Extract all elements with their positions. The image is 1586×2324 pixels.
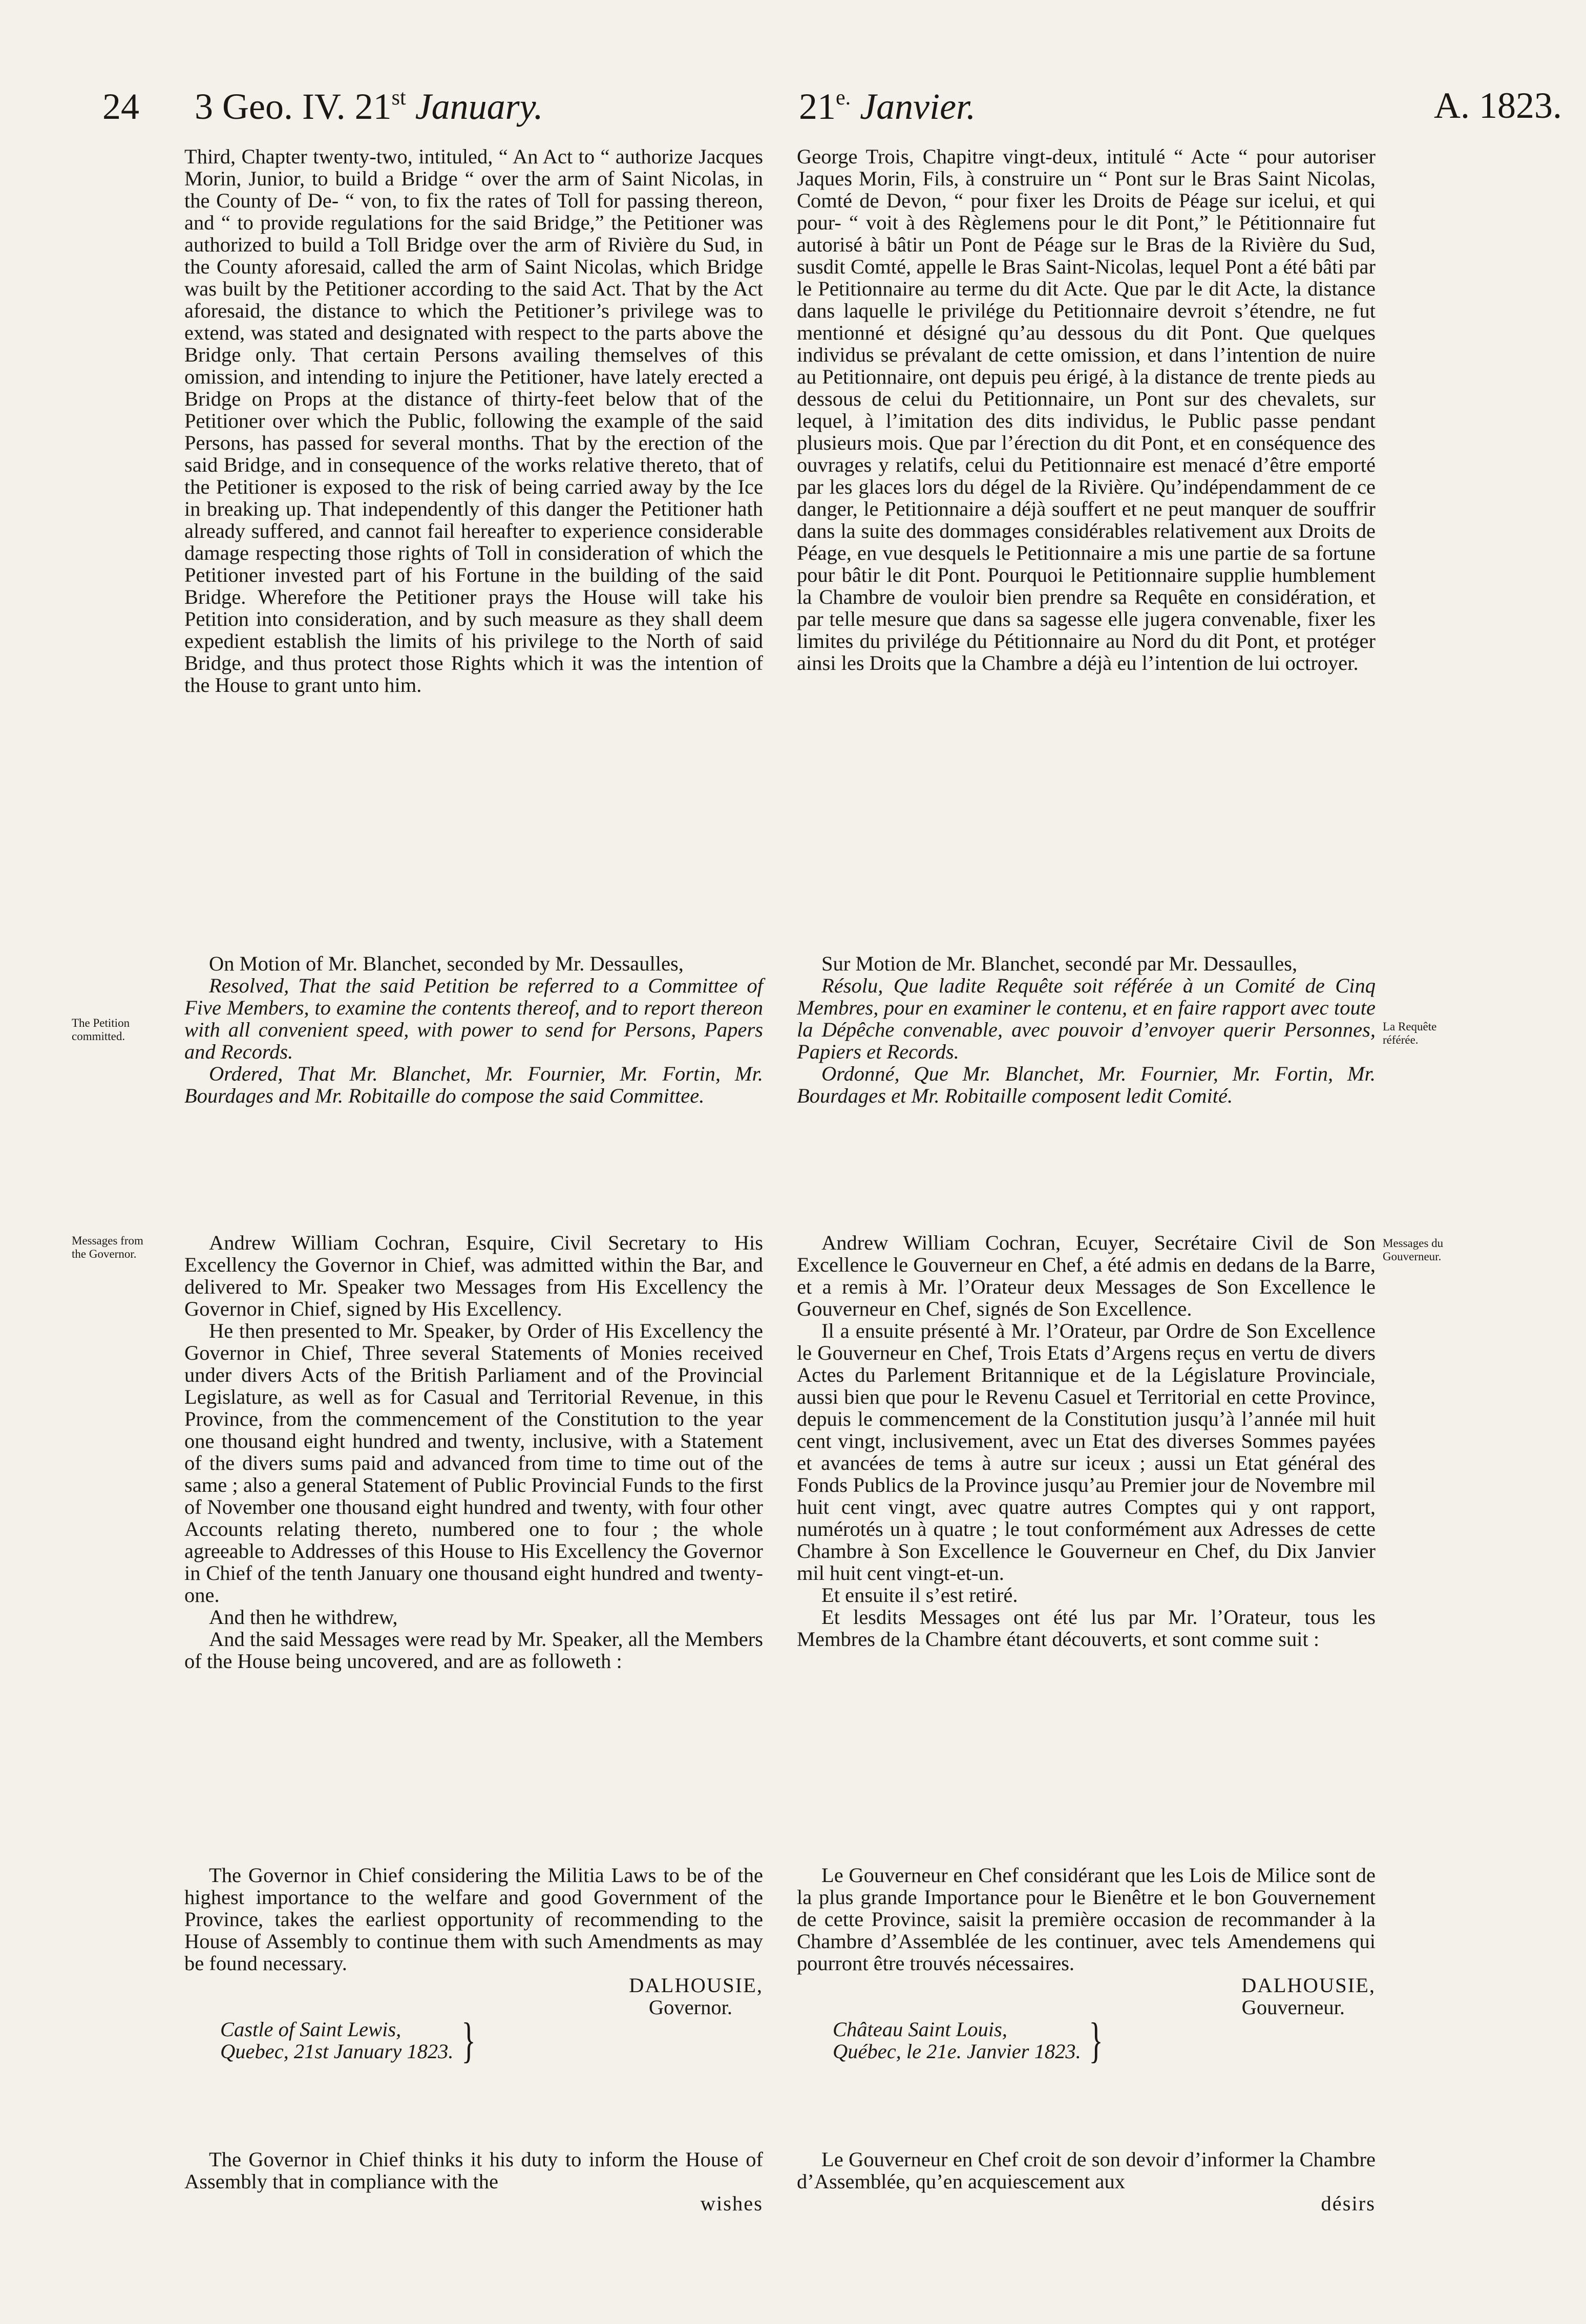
place-date-block [220,2013,763,2067]
messages-read-text: And the said Messages were read by Mr. Speaker, all the Members of the House being uncovered, and are as followeth : [184,1628,763,1673]
brace-icon: } [1088,2013,1103,2067]
resolution-text-fr: Résolu, Que ladite Requête soit référée à un Comité de Cinq Membres, pour en examiner le contenu, et en faire rapport avec toute la Dépêche convenable, avec pouvoir d’envoyer querir Personnes, Papiers et Records. [797,974,1376,1063]
order-text: Ordered, That Mr. Blanchet, Mr. Fournier, Mr. Fortin, Mr. Bourdages and Mr. Robitaille do compose the said Committee. [184,1062,763,1107]
resolution-text: Resolved, That the said Petition be referred to a Committee of Five Members, to examine the contents thereof, and to report thereon with all convenient speed, with power to send for Persons, Papers and Records. [184,974,763,1063]
english-column [184,145,763,696]
secretary-text-fr: Andrew William Cochran, Ecuyer, Secrétaire Civil de Son Excellence le Gouverneur en Chef, a été admis en dedans de la Barre, et a remis à Mr. l’Orateur deux Messages de Son Excellence le Gouverneur en Chef, signés de Son Excellence. [797,1231,1376,1320]
margin-note-petition-committed: The Petition committed. [72,1017,130,1043]
french-column-motion [797,953,1376,1107]
page-number: 24 [102,86,139,127]
motion-text: On Motion of Mr. Blanchet, seconded by Mr. Dessaulles, [209,952,684,975]
withdrew-text-fr: Et ensuite il s’est retiré. [821,1583,1018,1607]
margin-note-messages-gouverneur: Messages du Gouverneur. [1383,1237,1444,1263]
date-line-fr: Québec, le 21e. Janvier 1823. [833,2040,1081,2063]
signature-title: Governor. [648,1996,732,2019]
messages-read-text-fr: Et lesdits Messages ont été lus par Mr. l’Orateur, tous les Membres de la Chambre étant découverts, et sont comme suit : [797,1605,1376,1651]
english-column-motion [184,953,763,1107]
place-line: Castle of Saint Lewis, [220,2018,401,2041]
header-month-fr: Janvier. [860,86,976,127]
signature-title-fr: Gouverneur. [1241,1996,1345,2019]
petition-text: Third, Chapter twenty-two, intituled, “ An Act to “ authorize Jacques Morin, Junior, to build a Bridge “ over the arm of Saint Nicolas, in the County of De- “ von, to fix the rates of Toll for passing thereon, and “ to provide regulations for the said Bridge,” the Petitioner was authorized to build a Toll Bridge over the arm of Rivière du Sud, in the County aforesaid, called the arm of Saint Nicolas, which Bridge was built by the Petitioner according to the said Act. That by the Act aforesaid, the distance to which the Petitioner’s privilege was to extend, was stated and designated with respect to the parts above the Bridge only. That certain Persons availing themselves of this omission, and intending to injure the Petitioner, have lately erected a Bridge on Props at the distance of thirty-feet below that of the Petitioner over which the Public, following the example of the said Persons, has passed for several months. That by the erection of the said Bridge, and in consequence of the works relative thereto, that of the Petitioner is exposed to the risk of being carried away by the Ice in breaking up. That independently of this danger the Petitioner hath already suffered, and cannot fail hereafter to experience considerable damage respecting those rights of Toll in consideration of which the Petitioner invested part of his Fortune in the building of the said Bridge. Wherefore the Petitioner prays the House will take his Petition into consideration, and by such measure as they shall deem expedient establish the limits of his privilege to the North of said Bridge, and thus protect those Rights which it was the intention of the House to grant unto him. [184,145,763,696]
header-day-suffix-fr: e. [836,86,851,110]
margin-note-requete-referee: La Requête référée. [1383,1020,1437,1046]
english-column-militia [184,1864,763,2067]
statements-text-fr: Il a ensuite présenté à Mr. l’Orateur, par Ordre de Son Excellence le Gouverneur en Chef, Trois Etats d’Argens reçus en vertu de divers Actes du Parlement Britannique et de la Législature Provinciale, aussi bien que pour le Revenu Casuel et Territorial en cette Province, depuis le commencement de la Constitution jusqu’à l’année mil huit cent vingt, inclusivement, avec un Etat des diverses Sommes payées et avancées de tems à autre sur iceux ; aussi un Etat général des Fonds Publics de la Province jusqu’au Premier jour de Novembre mil huit cent vingt, avec quatre autres Comptes qui y ont rapport, numérotés un à quatre ; le tout conformément aux Adresses de cette Chambre à Son Excellence le Gouverneur en Chef, du Dix Janvier mil huit cent vingt-et-un. [797,1319,1376,1584]
french-column [797,145,1376,674]
militia-message: The Governor in Chief considering the Militia Laws to be of the highest importance to the welfare and good Government of the Province, takes the earliest opportunity of recommending to the House of Assembly to continue them with such Amendments as may be found necessary. [184,1864,763,1975]
secretary-text: Andrew William Cochran, Esquire, Civil Secretary to His Excellency the Governor in Chief, was admitted within the Bar, and delivered to Mr. Speaker two Messages from His Excellency the Governor in Chief, signed by His Excellency. [184,1231,763,1320]
header-day: 21 [354,86,392,127]
margin-note-messages-governor: Messages from the Governor. [72,1234,143,1260]
running-header-left [102,87,543,125]
french-column-militia [797,1864,1376,2067]
english-column-final [184,2148,763,2214]
catchword: wishes [700,2192,763,2215]
statements-text: He then presented to Mr. Speaker, by Order of His Excellency the Governor in Chief, Three several Statements of Monies received under divers Acts of the British Parliament and of the Provincial Legislature, as well as for Casual and Territorial Revenue, in this Province, from the commencement of the Constitution to the year one thousand eight hundred and twenty, inclusive, with a Statement of the divers sums paid and advanced from time to time out of the same ; also a general Statement of Public Provincial Funds to the first of November one thousand eight hundred and twenty, with four other Accounts relating thereto, numbered one to four ; the whole agreeable to Addresses of this House to His Excellency the Governor in Chief of the tenth January one thousand eight hundred and twenty-one. [184,1319,763,1607]
signature: DALHOUSIE, [629,1974,763,1997]
second-message-text: The Governor in Chief thinks it his duty to inform the House of Assembly that in compliance with the [184,2148,763,2193]
french-column-final [797,2148,1376,2214]
second-message-text-fr: Le Gouverneur en Chef croit de son devoir d’informer la Chambre d’Assemblée, qu’en acquiescement aux [797,2148,1376,2193]
header-day-suffix: st [391,86,406,110]
french-column-messages [797,1232,1376,1650]
catchword-fr: désirs [1321,2192,1376,2215]
header-reign: 3 Geo. IV. [195,86,346,127]
header-year: A. 1823. [1434,85,1562,126]
header-day-fr: 21 [799,86,836,127]
militia-message-fr: Le Gouverneur en Chef considérant que les Lois de Milice sont de la plus grande Importance pour le Bienêtre et le bon Gouvernement de cette Province, saisit la première occasion de recommander à la Chambre d’Assemblée de les continuer, avec tels Amendemens qui pourront être trouvés nécessaires. [797,1864,1376,1975]
date-line: Quebec, 21st January 1823. [220,2040,454,2063]
motion-text-fr: Sur Motion de Mr. Blanchet, secondé par Mr. Dessaulles, [821,952,1298,975]
place-date-block-fr [833,2013,1376,2067]
running-header-right [799,85,1562,127]
place-line-fr: Château Saint Louis, [833,2018,1007,2041]
english-column-messages [184,1232,763,1672]
withdrew-text: And then he withdrew, [209,1605,398,1629]
brace-icon: } [461,2013,476,2067]
header-month: January. [415,86,543,127]
signature-fr: DALHOUSIE, [1241,1974,1376,1997]
order-text-fr: Ordonné, Que Mr. Blanchet, Mr. Fournier, Mr. Fortin, Mr. Bourdages et Mr. Robitaille composent ledit Comité. [797,1062,1376,1107]
petition-text-fr: George Trois, Chapitre vingt-deux, intitulé “ Acte “ pour autoriser Jaques Morin, Fils, à construire un “ Pont sur le Bras Saint Nicolas, Comté de Devon, “ pour fixer les Droits de Péage sur icelui, et qui pour- “ voit à des Règlemens pour le dit Pont,” le Pétitionnaire fut autorisé à bâtir un Pont de Péage sur le Bras de la Rivière du Sud, susdit Comté, appelle le Bras Saint-Nicolas, lequel Pont a été bâti par le Petitionnaire au terme du dit Acte. Que par le dit Acte, la distance dans laquelle le privilége du Petitionnaire devroit s’étendre, ne fut mentionné et désigné qu’au dessous du dit Pont. Que quelques individus se prévalant de cette omission, et dans l’intention de nuire au Petitionnaire, ont depuis peu érigé, à la distance de trente pieds au dessous de celui du Petitionnaire, un Pont sur des chevalets, sur lequel, à l’imitation des dits individus, le Public passe pendant plusieurs mois. Que par l’érection du dit Pont, et en conséquence des ouvrages y relatifs, celui du Petitionnaire est menacé d’être emporté par les glaces lors du dégel de la Rivière. Qu’indépendamment de ce danger, le Petitionnaire a déjà souffert et ne peut manquer de souffrir dans la suite des dommages considérables relativement aux Droits de Péage, en vue desquels le Petitionnaire a mis une partie de sa fortune pour bâtir le dit Pont. Pourquoi le Petitionnaire supplie humblement la Chambre de vouloir bien prendre sa Requête en considération, et par telle mesure que dans sa sagesse elle jugera convenable, fixer les limites du privilége du Pétitionnaire au Nord du dit Pont, et protéger ainsi les Droits que la Chambre a déjà eu l’intention de lui octroyer. [797,145,1376,674]
